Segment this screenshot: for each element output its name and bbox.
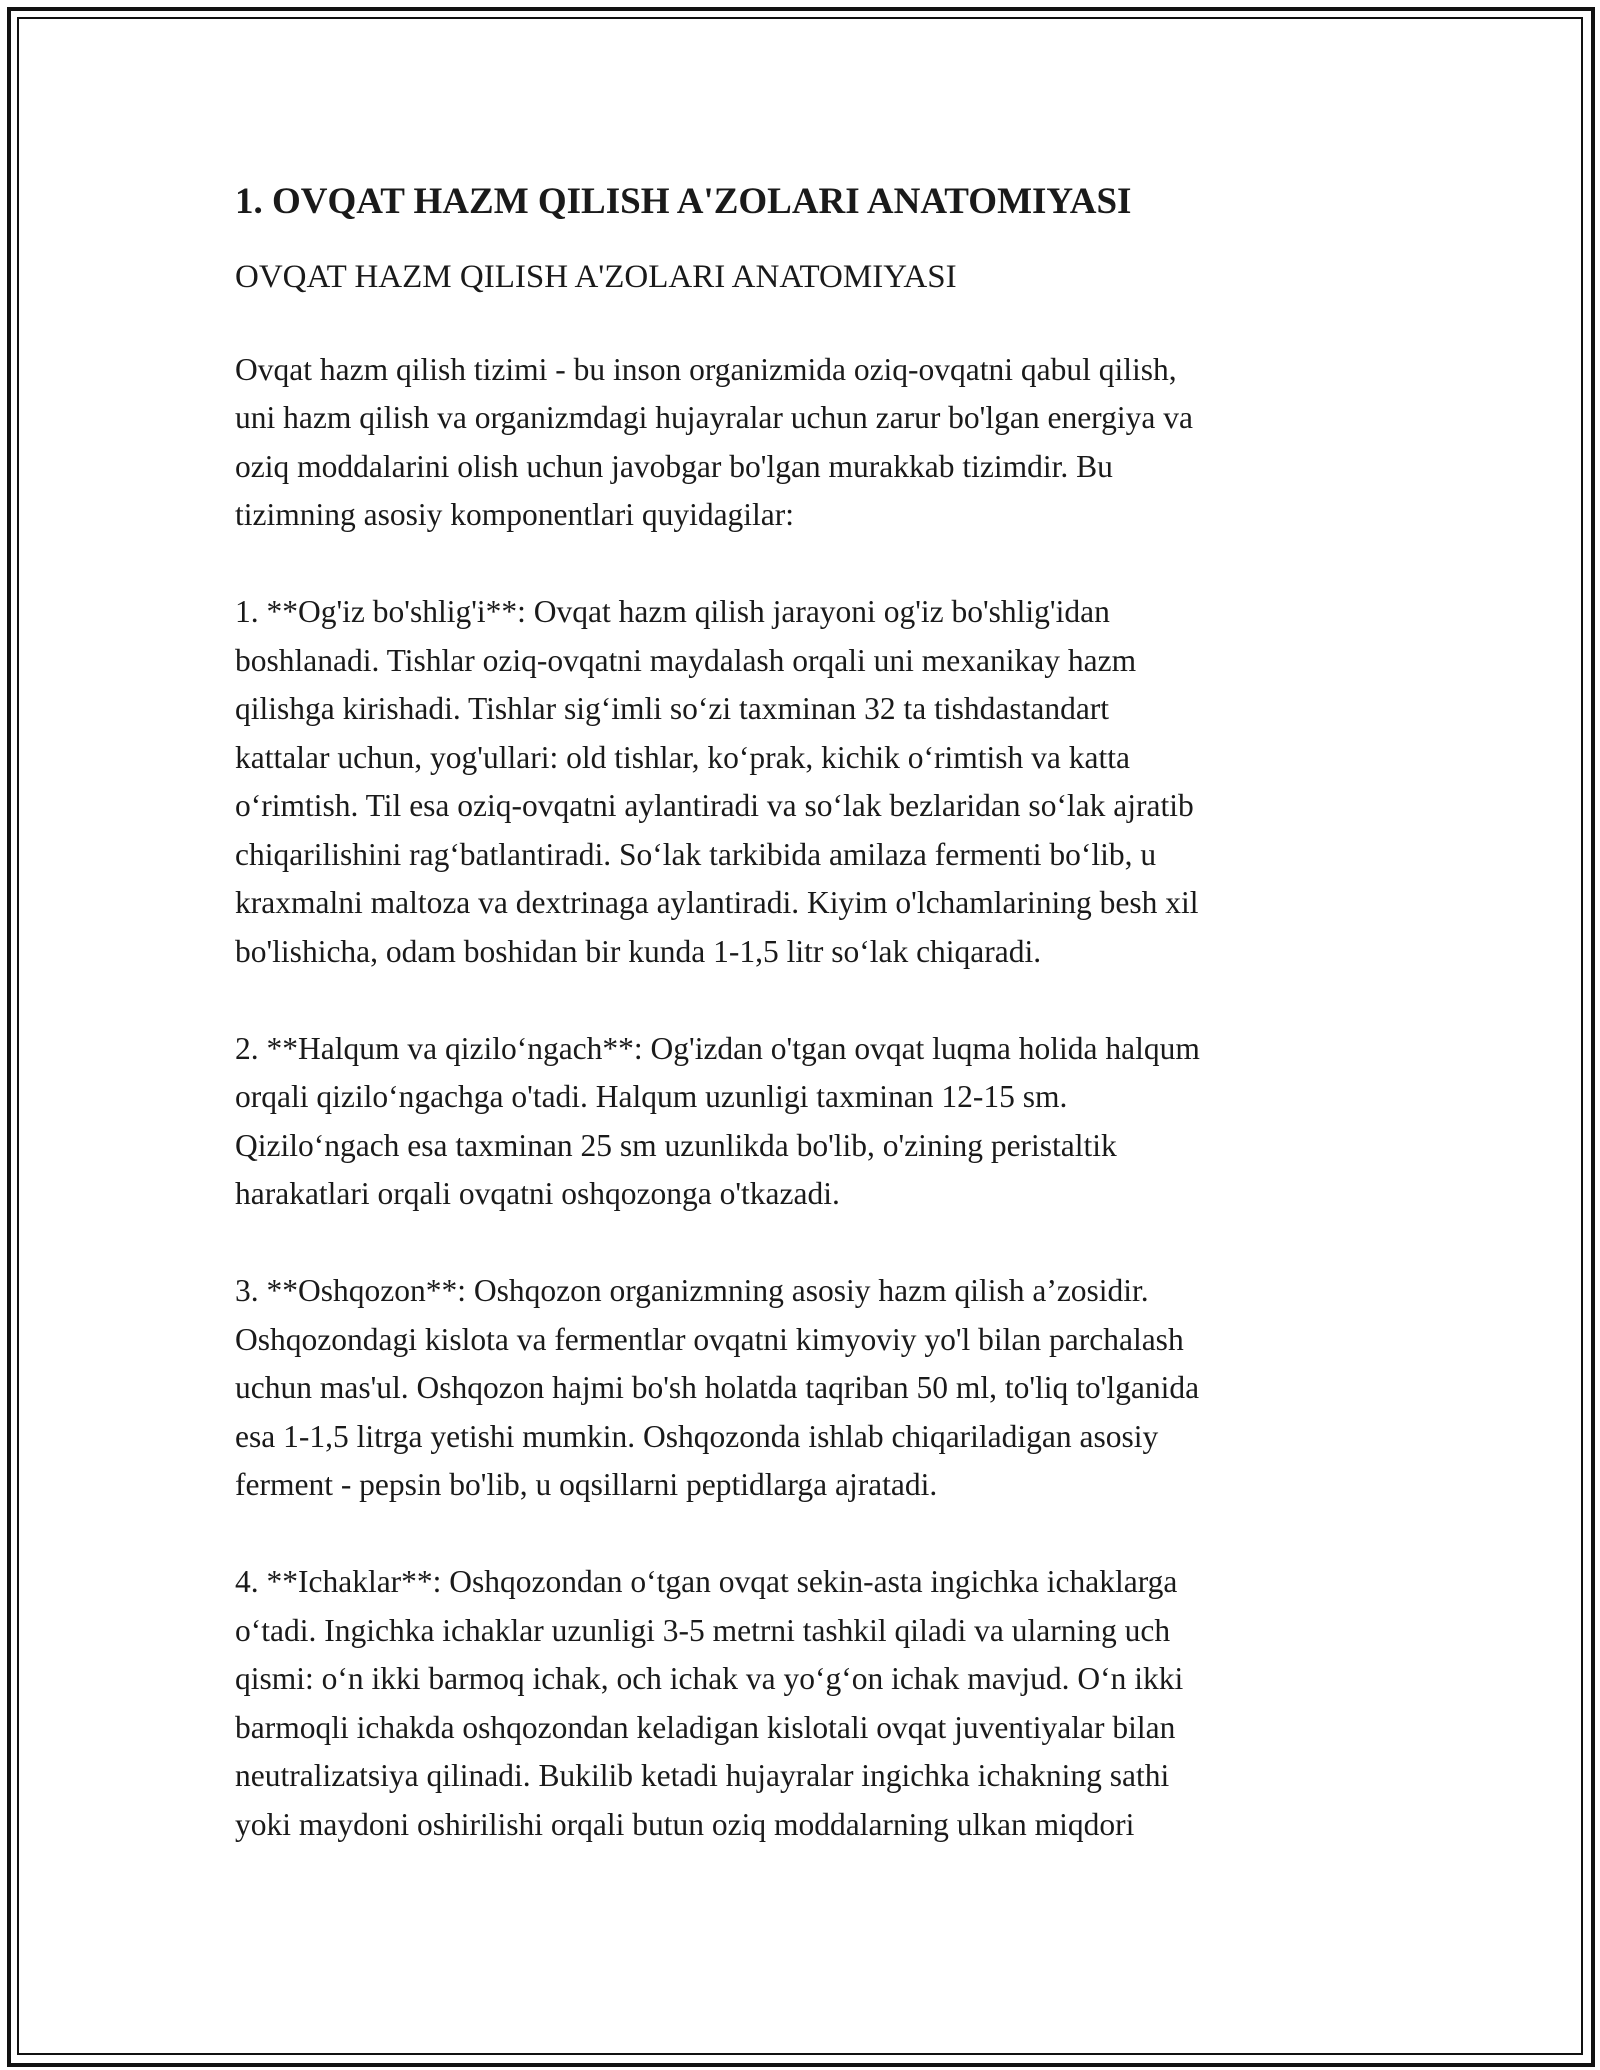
- document-subheading: OVQAT HAZM QILISH A'ZOLARI ANATOMIYASI: [235, 259, 957, 296]
- text-line: yoki maydoni oshirilishi orqali butun oziq moddalarning ulkan miqdori: [235, 1806, 1135, 1842]
- text-line: oziq moddalarini olish uchun javobgar bo'lgan murakkab tizimdir. Bu: [235, 448, 1113, 484]
- paragraph-intro: [235, 346, 1385, 540]
- text-line: esa 1-1,5 litrga yetishi mumkin. Oshqozonda ishlab chiqariladigan asosiy: [235, 1418, 1159, 1454]
- text-line: chiqarilishini rag‘batlantiradi. So‘lak tarkibida amilaza fermenti bo‘lib, u: [235, 836, 1157, 872]
- text-line: orqali qizilo‘ngachga o'tadi. Halqum uzunligi taxminan 12-15 sm.: [235, 1079, 1068, 1115]
- text-line: o‘rimtish. Til esa oziq-ovqatni aylantiradi va so‘lak bezlaridan so‘lak ajratib: [235, 788, 1194, 824]
- document-body: [235, 180, 1385, 1849]
- paragraph-item-1: [235, 588, 1385, 976]
- text-line: qilishga kirishadi. Tishlar sig‘imli so‘zi taxminan 32 ta tishdastandart: [235, 691, 1110, 727]
- text-line: 1. **Og'iz bo'shlig'i**: Ovqat hazm qilish jarayoni og'iz bo'shlig'idan: [235, 594, 1110, 630]
- paragraph-item-3: [235, 1267, 1385, 1510]
- text-line: Oshqozondagi kislota va fermentlar ovqatni kimyoviy yo'l bilan parchalash: [235, 1321, 1184, 1357]
- text-line: uni hazm qilish va organizmdagi hujayralar uchun zarur bo'lgan energiya va: [235, 400, 1193, 436]
- text-line: bo'lishicha, odam boshidan bir kunda 1-1,5 litr so‘lak chiqaradi.: [235, 933, 1042, 969]
- text-line: uchun mas'ul. Oshqozon hajmi bo'sh holatda taqriban 50 ml, to'liq to'lganida: [235, 1370, 1200, 1406]
- text-line: o‘tadi. Ingichka ichaklar uzunligi 3-5 metrni tashkil qiladi va ularning uch: [235, 1612, 1171, 1648]
- text-line: kattalar uchun, yog'ullari: old tishlar, ko‘prak, kichik o‘rimtish va katta: [235, 739, 1130, 775]
- text-line: 2. **Halqum va qizilo‘ngach**: Og'izdan o'tgan ovqat luqma holida halqum: [235, 1030, 1200, 1066]
- text-line: Qizilo‘ngach esa taxminan 25 sm uzunlikda bo'lib, o'zining peristaltik: [235, 1127, 1117, 1163]
- text-line: 3. **Oshqozon**: Oshqozon organizmning asosiy hazm qilish a’zosidir.: [235, 1273, 1149, 1309]
- text-line: ferment - pepsin bo'lib, u oqsillarni peptidlarga ajratadi.: [235, 1467, 938, 1503]
- text-line: Ovqat hazm qilish tizimi - bu inson organizmida oziq-ovqatni qabul qilish,: [235, 351, 1177, 387]
- text-line: kraxmalni maltoza va dextrinaga aylantiradi. Kiyim o'lchamlarining besh xil: [235, 885, 1199, 921]
- text-line: boshlanadi. Tishlar oziq-ovqatni maydalash orqali uni mexanikay hazm: [235, 642, 1137, 678]
- text-line: tizimning asosiy komponentlari quyidagilar:: [235, 497, 795, 533]
- text-line: neutralizatsiya qilinadi. Bukilib ketadi hujayralar ingichka ichakning sathi: [235, 1758, 1170, 1794]
- text-line: 4. **Ichaklar**: Oshqozondan o‘tgan ovqat sekin-asta ingichka ichaklarga: [235, 1564, 1178, 1600]
- paragraph-item-2: [235, 1025, 1385, 1219]
- text-line: harakatlari orqali ovqatni oshqozonga o'tkazadi.: [235, 1176, 840, 1212]
- text-line: barmoqli ichakda oshqozondan keladigan kislotali ovqat juventiyalar bilan: [235, 1709, 1176, 1745]
- paragraph-item-4: [235, 1558, 1385, 1849]
- document-heading: 1. OVQAT HAZM QILISH A'ZOLARI ANATOMIYASI: [235, 181, 1132, 222]
- text-line: qismi: o‘n ikki barmoq ichak, och ichak va yo‘g‘on ichak mavjud. O‘n ikki: [235, 1661, 1184, 1697]
